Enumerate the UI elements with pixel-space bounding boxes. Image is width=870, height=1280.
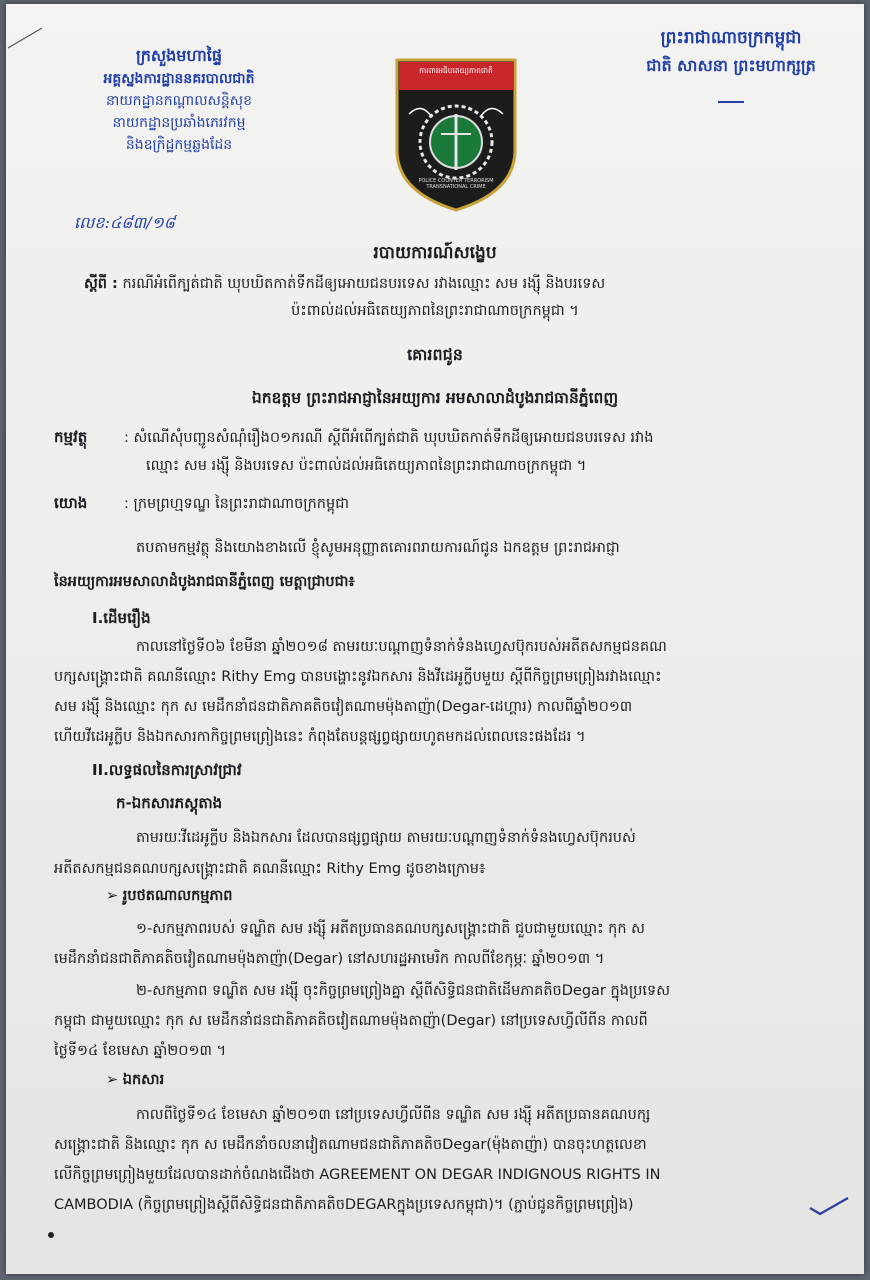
nation-religion-king: ជាតិ សាសនា ព្រះមហាក្សត្រ [646,56,816,75]
section-1-line-2: បក្សសង្គ្រោះជាតិ គណនីឈ្មោះ Rithy Emg បានបង្ហោះនូវឯកសារ និងវីដេអូក្លីបមួយ ស្តីពីកិច្ចព្រមព្រៀងរវាងឈ្មោះ [54,669,662,685]
section-1-line-1: កាលនៅថ្ងៃទី០៦ ខែមីនា ឆ្នាំ២០១៨ តាមរយៈបណ្តាញទំនាក់ទំនងហ្វេសប៊ុករបស់អតីតសកម្មជនគណ [136,639,667,655]
subject-line-2: ប៉ះពាល់ដល់អធិតេយ្យភាពនៃព្រះរាជាណាចក្រកម្ពុជា ។ [291,303,579,319]
bullet-photos [106,887,233,908]
recipient-name: ឯកឧត្តម ព្រះរាជអាជ្ញានៃអយ្យការ អមសាលាដំបូងរាជធានីភ្នំពេញ [251,389,619,407]
doc-line-1: កាលពីថ្ងៃទី១៤ ខែមេសា ឆ្នាំ២០១៣ នៅប្រទេសហ្វីលីពីន ទណ្ឌិត សម រង្ស៊ី អតីតប្រធានគណបក្ស [136,1107,651,1123]
bullet-documents-label: ឯកសារ [122,1072,165,1088]
intro-line-2: នៃអយ្យការអមសាលាដំបូងរាជធានីភ្នំពេញ មេត្តាជ្រាបជា៖ [54,574,355,590]
left-org-block [64,44,294,156]
reference-number: លេខ:៤៨៣/១៨ [74,213,176,232]
section-1-line-4: ហើយវីដេអូក្លីប និងឯកសារកាកិច្ចព្រមព្រៀងនេះ កំពុងតែបន្តផ្សព្វផ្សាយហូតមកដល់ពេលនេះផងដែរ ។ [54,729,586,745]
section-1-heading: I.ដើមរឿង [92,609,151,627]
subject-block [84,274,804,295]
section-1-line-3: សម រង្ស៊ី និងឈ្មោះ កុក ស មេដឹកនាំជនជាតិភាគតិចវៀតណាមម៉ុងតាញ៉ា(Degar-ដេហ្គារ) កាលពីឆ្នាំ២០១៣ [54,699,633,715]
reference-text: : ក្រមព្រហ្មទណ្ឌ នៃព្រះរាជាណាចក្រកម្ពុជា [124,496,350,512]
section-2a-line-2: អតីតសកម្មជនគណបក្សសង្គ្រោះជាតិ គណនីឈ្មោះ Rithy Emg ដូចខាងក្រោម៖ [54,861,486,877]
doc-line-3: លើកិច្ចព្រមព្រៀងមួយដែលបានដាក់ចំណងជើងថា AGREEMENT ON DEGAR INDIGNOUS RIGHTS IN [54,1167,661,1183]
ministry-name: ក្រសួងមហាផ្ទៃ [135,46,222,65]
police-emblem-icon [391,54,521,214]
police-emblem [391,54,521,214]
subject-label: ស្តីពី : [84,276,118,292]
central-security-dept: នាយកដ្ឋានកណ្តាលសន្តិសុខ [106,93,252,109]
section-2a-heading: ក-ឯកសារភស្តុតាង [116,794,223,812]
document-title: របាយការណ៍សង្ខេប [373,243,497,263]
recipient-intro: គោរពជូន [407,345,463,364]
subject-line-1: ករណីអំពើក្បត់ជាតិ ឃុបឃិតកាត់ទឹកដីឲ្យអោយជនបរទេស រវាងឈ្មោះ សម រង្ស៊ី និងបរទេស [122,276,606,292]
checkmark-icon [806,1194,852,1218]
chevron-right-icon: ➢ [106,1072,123,1088]
police-general-commissariat: អគ្គស្នងការដ្ឋាននគរបាលជាតិ [103,71,255,87]
item-2-line-1: ២-សកម្មភាព ទណ្ឌិត សម រង្ស៊ី ចុះកិច្ចព្រមព្រៀងគ្នា ស្តីពីសិទ្ធិជនជាតិដើមភាគតិចDegar ក្នុងប្រទេស [136,983,671,999]
purpose-line-1: : សំណើសុំបញ្ជូនសំណុំរឿង០១ករណី ស្តីពីអំពើក្បត់ជាតិ ឃុបឃិតកាត់ទឹកដីឲ្យអោយជនបរទេស រវាង [124,430,654,446]
reference-label: យោង [54,494,88,512]
item-1-line-2: មេដឹកនាំជនជាតិភាគតិចវៀតណាមម៉ុងតាញ៉ា(Degar) នៅសហរដ្ឋអាមេរិក កាលពីខែកុម្ភៈ ឆ្នាំ២០១៣ ។ [54,951,605,967]
counter-terrorism-dept: នាយកដ្ឋានប្រឆាំងភេរវកម្ម [112,115,246,131]
purpose-label: កម្មវត្ថុ [54,428,88,446]
kingdom-name: ព្រះរាជាណាចក្រកម្ពុជា [660,28,802,48]
item-2-line-3: ថ្ងៃទី១៤ ខែមេសា ឆ្នាំ២០១៣ ។ [54,1043,227,1059]
bullet-photos-label: រូបថតណាលកម្មភាព [122,888,233,904]
page-dot [48,1232,54,1238]
motto-underline [616,88,846,107]
emblem-top-text: ការពារអធិបតេយ្យភាពជាតិ [419,66,493,75]
chevron-right-icon: ➢ [106,888,123,904]
bullet-documents [106,1071,164,1092]
item-1-line-1: ១-សកម្មភាពរបស់ ទណ្ឌិត សម រង្ស៊ី អតីតប្រធានគណបក្សសង្គ្រោះជាតិ ជួបជាមួយឈ្មោះ កុក ស [136,921,645,937]
intro-line-1: តបតាមកម្មវត្ថុ និងយោងខាងលើ ខ្ញុំសូមអនុញ្ញាតគោរពរាយការណ៍ជូន ឯកឧត្តម ព្រះរាជអាជ្ញា [136,540,620,556]
item-2-line-2: កម្ពុជា ជាមួយឈ្មោះ កុក ស មេដឹកនាំជនជាតិភាគតិចវៀតណាមម៉ុងតាញ៉ា(Degar) នៅប្រទេសហ្វីលីពីន កាលពី [54,1013,648,1029]
purpose-line-2: ឈ្មោះ សម រង្ស៊ី និងបរទេស ប៉ះពាល់ដល់អធិតេយ្យភាពនៃព្រះរាជាណាចក្រកម្ពុជា ។ [146,458,587,474]
doc-line-4: CAMBODIA (កិច្ចព្រមព្រៀងស្តីពីសិទ្ធិជនជាតិភាគតិចDEGARក្នុងប្រទេសកម្ពុជា)។ (ភ្ជាប់ជូនកិច្ចព្រមព្រៀង) [54,1197,634,1213]
section-2-heading: II.លទ្ធផលនៃការស្រាវជ្រាវ [92,761,242,779]
emblem-bottom-text: POLICE COUNTER TERRORISM TRANSNATIONAL CRIME [418,178,494,190]
pen-mark [6,24,46,52]
transnational-crime-dept: និងឧក្រិដ្ឋកម្មឆ្លងដែន [125,137,233,153]
doc-line-2: សង្គ្រោះជាតិ និងឈ្មោះ កុក ស មេដឹកនាំចលនាវៀតណាមជនជាតិភាគតិចDegar(ម៉ុងតាញ៉ា) បានចុះហត្ថលេខា [54,1137,647,1153]
kingdom-motto-block [616,24,846,107]
document-page [6,4,864,1274]
section-2a-line-1: តាមរយៈវីដេអូក្លីប និងឯកសារ ដែលបានផ្សព្វផ្សាយ តាមរយៈបណ្តាញទំនាក់ទំនងហ្វេសប៊ុករបស់ [136,830,636,846]
